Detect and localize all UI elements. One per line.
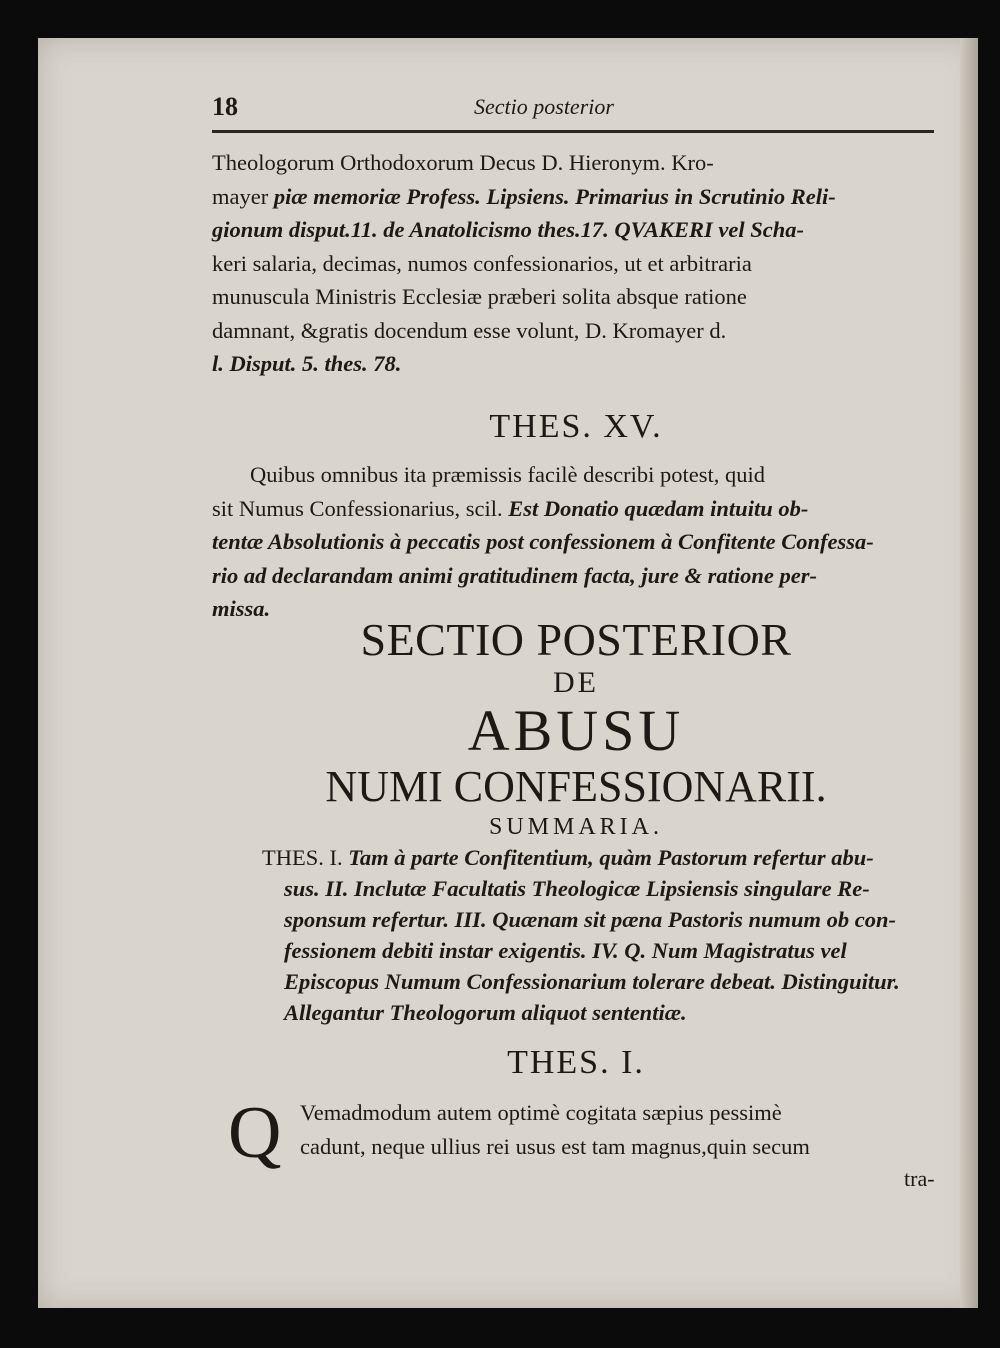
text-line	[212, 935, 940, 966]
roman-text: munuscula Ministris Ecclesiæ præberi solita absque ratione	[212, 284, 747, 309]
roman-text: mayer	[212, 183, 274, 209]
roman-text: sit Numus Confessionarius, scil.	[212, 495, 509, 521]
roman-text: THES. I.	[262, 845, 349, 870]
drop-cap: Q	[228, 1092, 282, 1174]
text-line: cadunt, neque ullius rei usus est tam magnus,quin secum	[300, 1134, 810, 1159]
italic-text: fessionem debiti instar exigentis. IV. Q. Num Magistratus vel	[284, 938, 847, 963]
italic-text: l. Disput. 5. thes. 78.	[212, 351, 402, 376]
thesis-heading-xv: THES. XV.	[489, 408, 663, 445]
italic-text: Est Donatio quædam intuitu ob-	[508, 495, 809, 521]
title-abusu: ABUSU	[467, 698, 685, 763]
page-number: 18	[212, 92, 238, 121]
summaria-text	[212, 842, 940, 1028]
text-line	[212, 997, 940, 1028]
italic-text: Episcopus Numum Confessionarium tolerare debeat. Distinguitur.	[284, 969, 900, 994]
title-de: DE	[553, 666, 599, 699]
text-line	[212, 280, 940, 314]
italic-text: rio ad declarandam animi gratitudinem facta, jure & ratione per-	[212, 562, 818, 588]
page-header	[212, 92, 932, 122]
paragraph-1	[212, 146, 940, 381]
text-line	[212, 314, 940, 348]
text-line	[212, 525, 940, 559]
text-line	[212, 842, 940, 873]
roman-text: keri salaria, decimas, numos confessionarios, ut et arbitraria	[212, 250, 752, 276]
section-title	[212, 614, 940, 842]
italic-text: piæ memoriæ Profess. Lipsiens. Primarius in Scrutinio Reli-	[273, 183, 836, 209]
roman-text: Theologorum Orthodoxorum Decus D. Hieronym. Kro-	[212, 150, 714, 175]
italic-text: missa.	[212, 596, 271, 621]
text-line	[212, 180, 940, 214]
italic-text: Allegantur Theologorum aliquot sententiæ.	[284, 1000, 687, 1025]
roman-text: Quibus omnibus ita præmissis facilè describi potest, quid	[250, 462, 765, 487]
text-line	[212, 492, 940, 526]
italic-text: tentæ Absolutionis à peccatis post confessionem à Confitente Confessa-	[212, 529, 874, 554]
italic-text: sponsum refertur. III. Quænam sit pæna Pastoris numum ob con-	[284, 907, 897, 932]
text-line	[212, 247, 940, 281]
text-line	[212, 347, 940, 381]
text-line	[212, 559, 940, 593]
catchword: tra-	[904, 1166, 935, 1191]
text-line	[212, 213, 940, 247]
title-sectio-posterior: SECTIO POSTERIOR	[360, 614, 792, 665]
paragraph-2	[212, 458, 940, 626]
roman-text: damnant, &gratis docendum esse volunt, D. Kromayer d.	[212, 317, 727, 343]
title-numi-confessionarii: NUMI CONFESSIONARII.	[325, 762, 827, 811]
thesis-heading-i: THES. I.	[507, 1044, 645, 1081]
running-title: Sectio posterior	[474, 94, 614, 119]
final-paragraph	[300, 1096, 940, 1164]
page-edge	[960, 38, 978, 1308]
text-line	[212, 873, 940, 904]
text-line	[212, 966, 940, 997]
italic-text: gionum disput.11. de Anatolicismo thes.17. QVAKERI vel Scha-	[212, 217, 804, 242]
text-line	[212, 146, 940, 180]
text-line: Vemadmodum autem optimè cogitata sæpius pessimè	[300, 1100, 782, 1125]
text-line	[212, 458, 940, 492]
italic-text: sus. II. Inclutæ Facultatis Theologicæ Lipsiensis singulare Re-	[284, 876, 870, 901]
italic-text: Tam à parte Confitentium, quàm Pastorum refertur abu-	[348, 845, 874, 870]
header-rule	[212, 130, 934, 137]
text-line	[212, 904, 940, 935]
title-summaria: SUMMARIA.	[488, 814, 664, 840]
